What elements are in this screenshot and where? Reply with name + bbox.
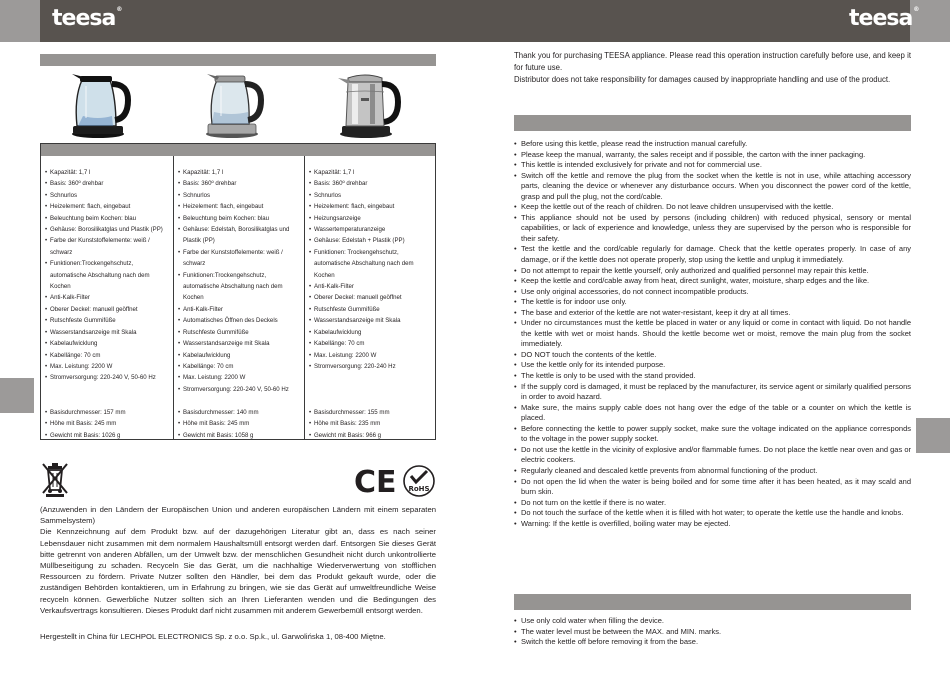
manufacturer-note: Hergestellt in China für LECHPOL ELECTRONICS Sp. z o.o. Sp.k., ul. Garwolińska 1, 08-400 Miętne. <box>40 632 386 641</box>
spec-item: • Heizelement: flach, eingebaut <box>178 201 301 212</box>
page-side-tab-left <box>0 378 34 413</box>
safety-item: • The kettle is only to be used with the stand provided. <box>514 371 911 382</box>
safety-item: • Before using this kettle, please read the instruction manual carefully. <box>514 139 911 150</box>
spec-item: • Kapazität: 1,7 l <box>45 167 170 178</box>
safety-item: • The kettle is for indoor use only. <box>514 297 911 308</box>
spec-item: • Kabellänge: 70 cm <box>178 361 301 372</box>
spec-dimension: • Höhe mit Basis: 245 mm <box>178 418 301 429</box>
glass-kettle-black-image <box>64 68 134 140</box>
safety-item: • Do not use the kettle in the vicinity of explosive and/or flammable fumes. Do not place the kettle near oven and gas or electric cookers. <box>514 445 911 466</box>
spec-item: • Stromversorgung: 220-240 V, 50-60 Hz <box>45 372 170 383</box>
spec-item: • Max. Leistung: 2200 W <box>45 361 170 372</box>
safety-item: • This kettle is intended exclusively for private and not for commercial use. <box>514 160 911 171</box>
spec-dimension: • Höhe mit Basis: 235 mm <box>309 418 432 429</box>
safety-item: • Do not open the lid when the water is being boiled and for some time after it has been heated, as it may scald and burn skin. <box>514 477 911 498</box>
safety-item: • Use the kettle only for its intended purpose. <box>514 360 911 371</box>
spec-item: • Beleuchtung beim Kochen: blau <box>45 213 170 224</box>
spec-item: • Kapazität: 1,7 l <box>178 167 301 178</box>
spec-column-3 <box>305 156 435 440</box>
safety-header-band <box>514 115 911 131</box>
spec-dimension: • Gewicht mit Basis: 1026 g <box>45 430 170 441</box>
safety-item: • Keep the kettle out of the reach of children. Do not leave children unsupervised with the kettle. <box>514 202 911 213</box>
spec-item: • Wasserstandsanzeige mit Skala <box>45 327 170 338</box>
spec-dimension: • Gewicht mit Basis: 1058 g <box>178 430 301 441</box>
stainless-kettle-image <box>332 68 404 140</box>
spec-dimension-list <box>309 407 432 441</box>
spec-item: • Stromversorgung: 220-240 Hz <box>309 361 432 372</box>
spec-item: • Beleuchtung beim Kochen: blau <box>178 213 301 224</box>
spec-item: • Kabellänge: 70 cm <box>45 350 170 361</box>
spec-item: • Schnurlos <box>45 190 170 201</box>
spec-dimension: • Höhe mit Basis: 245 mm <box>45 418 170 429</box>
spec-feature-list <box>45 167 170 384</box>
safety-item: • DO NOT touch the contents of the kettle. <box>514 350 911 361</box>
spec-item: • Schnurlos <box>178 190 301 201</box>
safety-item: • Do not touch the surface of the kettle when it is filled with hot water; to operate the kettle use the handle and knobs. <box>514 508 911 519</box>
usage-item: • The water level must be between the MAX. and MIN. marks. <box>514 627 911 638</box>
spec-item: • Heizungsanzeige <box>309 213 432 224</box>
spec-item: • Gehäuse: Borosilikatglas und Plastik (PP) <box>45 224 170 235</box>
spec-item: • Rutschfeste Gummifüße <box>309 304 432 315</box>
disposal-information <box>40 504 436 616</box>
spec-item: • Kabelaufwicklung <box>45 338 170 349</box>
usage-header-band <box>514 594 911 610</box>
spec-item: • Max. Leistung: 2200 W <box>178 372 301 383</box>
ce-mark-icon <box>352 462 400 498</box>
spec-dimension: • Basisdurchmesser: 155 mm <box>309 407 432 418</box>
usage-item: • Switch the kettle off before removing it from the base. <box>514 637 911 648</box>
spec-item: • Gehäuse: Edelstah + Plastik (PP) <box>309 235 432 246</box>
spec-item: • Heizelement: flach, eingebaut <box>45 201 170 212</box>
safety-item: • Under no circumstances must the kettle be placed in water or any liquid or come in contact with liquid. Do not handle the kettle with wet or moist hands. Should the kettle become wet or moist, remove the main plug from the socket immediately. <box>514 318 911 350</box>
spec-item: • Anti-Kalk-Filter <box>309 281 432 292</box>
page-side-tab-right <box>916 418 950 453</box>
spec-dimension: • Basisdurchmesser: 157 mm <box>45 407 170 418</box>
spec-item: • Basis: 360º drehbar <box>45 178 170 189</box>
spec-item: • Kapazität: 1,7 l <box>309 167 432 178</box>
spec-item: • Kabellänge: 70 cm <box>309 338 432 349</box>
spec-item: • Funktionen:Trockengehschutz, automatische Abschaltung nach dem Kochen <box>178 270 301 304</box>
usage-instructions-list <box>514 616 911 648</box>
spec-item: • Anti-Kalk-Filter <box>45 292 170 303</box>
spec-item: • Oberer Deckel: manuell geöffnet <box>309 292 432 303</box>
spec-item: • Schnurlos <box>309 190 432 201</box>
spec-feature-list <box>178 167 301 395</box>
teesa-logo-left: teesa® <box>52 6 122 31</box>
spec-item: • Stromversorgung: 220-240 V, 50-60 Hz <box>178 384 301 395</box>
rohs-text: RoHS <box>408 485 430 493</box>
spec-feature-list <box>309 167 432 372</box>
spec-item: • Funktionen:Trockengehschutz, automatische Abschaltung nach dem Kochen <box>45 258 170 292</box>
safety-item: • Please keep the manual, warranty, the sales receipt and if possible, the carton with the inner packaging. <box>514 150 911 161</box>
safety-item: • Before connecting the kettle to power supply socket, make sure the voltage indicated on the appliance corresponds to the voltage in the power supply socket. <box>514 424 911 445</box>
specifications-table <box>40 143 436 440</box>
table-header-row <box>41 144 435 156</box>
spec-column-2 <box>174 156 305 440</box>
spec-item: • Funktionen: Trockengehschutz, automatische Abschaltung nach dem Kochen <box>309 247 432 281</box>
top-bar <box>0 0 950 42</box>
intro-text <box>514 50 911 86</box>
specifications-header-band <box>40 54 436 66</box>
safety-item: • Switch off the kettle and remove the plug from the socket when the kettle is not in use, while attaching accessory parts, cleaning the device or whenever any disturbance occurs. When you disconnect the power cord of the kettle, grasp and pull the plug, not the cord/cable. <box>514 171 911 203</box>
safety-item: • The base and exterior of the kettle are not water-resistant, keep it dry at all times. <box>514 308 911 319</box>
spec-item: • Oberer Deckel: manuell geöffnet <box>45 304 170 315</box>
spec-item: • Farbe der Kunststoffelemente: weiß / schwarz <box>178 247 301 270</box>
safety-item: • Warning: If the kettle is overfilled, boiling water may be ejected. <box>514 519 911 530</box>
spec-column-1 <box>41 156 174 440</box>
safety-item: • This appliance should not be used by persons (including children) with reduced physical, sensory or mental capabilities, or lack of experience and knowledge, unless they are supervised by the person who is responsible for their safety. <box>514 213 911 245</box>
disposal-scope: (Anzuwenden in den Ländern der Europäischen Union und anderen europäischen Ländern mit einem separaten Sammelsystem) <box>40 505 436 526</box>
spec-dimension: • Basisdurchmesser: 140 mm <box>178 407 301 418</box>
spec-item: • Heizelement: flach, eingebaut <box>309 201 432 212</box>
safety-item: • Do not turn on the kettle if there is no water. <box>514 498 911 509</box>
usage-item: • Use only cold water when filling the device. <box>514 616 911 627</box>
disposal-body: Die Kennzeichnung auf dem Produkt bzw. auf der dazugehörigen Literatur gibt an, dass es nach seiner Lebensdauer nicht zusammen mit dem normalem Haushaltsmüll entsorgt werden darf. Entsorgen Sie dieses Gerät bitte getrennt von anderen Abfällen, um der Umwelt bzw. der menschlichen Gesundheit nicht durch unkontrollierte Müllbeseitigung zu schaden. Recyceln Sie das Gerät, um die nachhaltige Wiederverwertung von stofflichen Ressourcen zu fördern. Private Nutzer sollten den Händler, bei dem das Produkt gekauft wurde, oder die zuständigen Behörden kontaktieren, um in Erfahrung zu bringen, wie sie das Gerät auf umweltfreundliche Weise recyceln können. Gewerbliche Nutzer sollten sich an Ihren Lieferanten wenden und die Bedingungen des Verkaufsvertrags konsultieren. Dieses Produkt darf nicht zusammen mit anderem Gewerbemüll entsorgt werden. <box>40 527 436 615</box>
rohs-badge-icon <box>402 464 436 498</box>
spec-dimension: • Gewicht mit Basis: 966 g <box>309 430 432 441</box>
safety-item: • Make sure, the mains supply cable does not hang over the edge of the table or a counter on which the kettle is placed. <box>514 403 911 424</box>
safety-item: • Test the kettle and the cord/cable regularly for damage. Check that the kettle operates properly. In case of any damage, or if the kettle does not operate properly, stop using the kettle and unplug it immediately. <box>514 244 911 265</box>
spec-item: • Rutschfeste Gummifüße <box>178 327 301 338</box>
spec-item: • Basis: 360º drehbar <box>178 178 301 189</box>
spec-item: • Kabelaufwicklung <box>309 327 432 338</box>
intro-paragraph: Distributor does not take responsibility for damages caused by inappropriate handling and use of the product. <box>514 75 891 84</box>
weee-crossed-bin-icon <box>40 460 70 498</box>
safety-item: • Do not attempt to repair the kettle yourself, only authorized and qualified personnel may repair this kettle. <box>514 266 911 277</box>
safety-item: • If the supply cord is damaged, it must be replaced by the manufacturer, its service agent or similarly qualified persons in order to avoid hazard. <box>514 382 911 403</box>
spec-item: • Max. Leistung: 2200 W <box>309 350 432 361</box>
spec-item: • Rutschfeste Gummifüße <box>45 315 170 326</box>
spec-item: • Anti-Kalk-Filter <box>178 304 301 315</box>
glass-kettle-steel-image <box>198 68 268 140</box>
safety-item: • Use only original accessories, do not connect incompatible products. <box>514 287 911 298</box>
spec-dimension-list <box>45 407 170 441</box>
spec-dimension-list <box>178 407 301 441</box>
safety-item: • Regularly cleaned and descaled kettle prevents from abnormal functioning of the product. <box>514 466 911 477</box>
ce-mark-text: CE <box>354 465 397 498</box>
spec-item: • Wasserstandsanzeige mit Skala <box>178 338 301 349</box>
teesa-logo-right: teesa® <box>849 6 919 31</box>
spec-item: • Wassertemperaturanzeige <box>309 224 432 235</box>
spec-item: • Wasserstandsanzeige mit Skala <box>309 315 432 326</box>
spec-item: • Gehäuse: Edelstah, Borosilikatglas und Plastik (PP) <box>178 224 301 247</box>
spec-item: • Basis: 360º drehbar <box>309 178 432 189</box>
safety-instructions-list <box>514 139 911 529</box>
spec-item: • Automatisches Öffnen des Deckels <box>178 315 301 326</box>
spec-item: • Farbe der Kunststoffelemente: weiß / schwarz <box>45 235 170 258</box>
intro-paragraph: Thank you for purchasing TEESA appliance. Please read this operation instruction carefully before use, and keep it for future use. <box>514 51 911 72</box>
spec-item: • Kabelaufwicklung <box>178 350 301 361</box>
safety-item: • Keep the kettle and cord/cable away from heat, direct sunlight, water, moisture, sharp edges and the like. <box>514 276 911 287</box>
corner-tab-left <box>0 0 40 42</box>
